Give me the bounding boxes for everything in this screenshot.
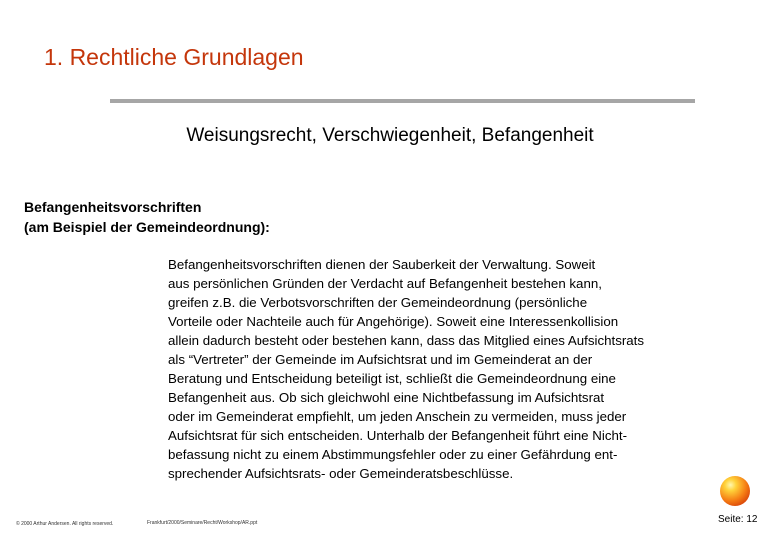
slide-title: 1. Rechtliche Grundlagen xyxy=(44,44,304,70)
body-line: sprechender Aufsichtsrats- oder Gemeinderatsbeschlüsse. xyxy=(168,466,514,481)
body-line: als “Vertreter” der Gemeinde im Aufsichtsrat und im Gemeinderat an der xyxy=(168,352,593,367)
copyright-text: © 2000 Arthur Andersen. All rights reserved. xyxy=(16,521,114,527)
orange-ball-logo xyxy=(720,476,750,506)
title-divider xyxy=(110,99,695,103)
heading-line: Befangenheitsvorschriften xyxy=(24,199,202,215)
body-line: Befangenheit aus. Ob sich gleichwohl eine Nichtbefassung im Aufsichtsrat xyxy=(168,390,605,405)
body-line: befassung nicht zu einem Abstimmungsfehler oder zu einer Gefährdung ent- xyxy=(168,447,618,462)
section-heading xyxy=(24,197,270,237)
file-path-text: Frankfurt/2000/Seminare/Recht/Workshop/AR.ppt xyxy=(147,520,258,526)
page-number: Seite: 12 xyxy=(718,514,758,525)
body-line: Befangenheitsvorschriften dienen der Sauberkeit der Verwaltung. Soweit xyxy=(168,257,596,272)
heading-line: (am Beispiel der Gemeindeordnung): xyxy=(24,219,270,235)
body-line: Beratung und Entscheidung beteiligt ist, schließt die Gemeindeordnung eine xyxy=(168,371,616,386)
body-line: aus persönlichen Gründen der Verdacht auf Befangenheit bestehen kann, xyxy=(168,276,602,291)
body-line: Aufsichtsrat für sich entscheiden. Unterhalb der Befangenheit führt eine Nicht- xyxy=(168,428,627,443)
body-line: Vorteile oder Nachteile auch für Angehörige). Soweit eine Interessenkollision xyxy=(168,314,619,329)
body-line: oder im Gemeinderat empfiehlt, um jeden Anschein zu vermeiden, muss jeder xyxy=(168,409,627,424)
body-line: greifen z.B. die Verbotsvorschriften der Gemeindeordnung (persönliche xyxy=(168,295,588,310)
body-paragraph xyxy=(168,255,728,483)
slide-subtitle: Weisungsrecht, Verschwiegenheit, Befangenheit xyxy=(186,125,594,146)
body-line: allein dadurch besteht oder bestehen kann, dass das Mitglied eines Aufsichtsrats xyxy=(168,333,645,348)
